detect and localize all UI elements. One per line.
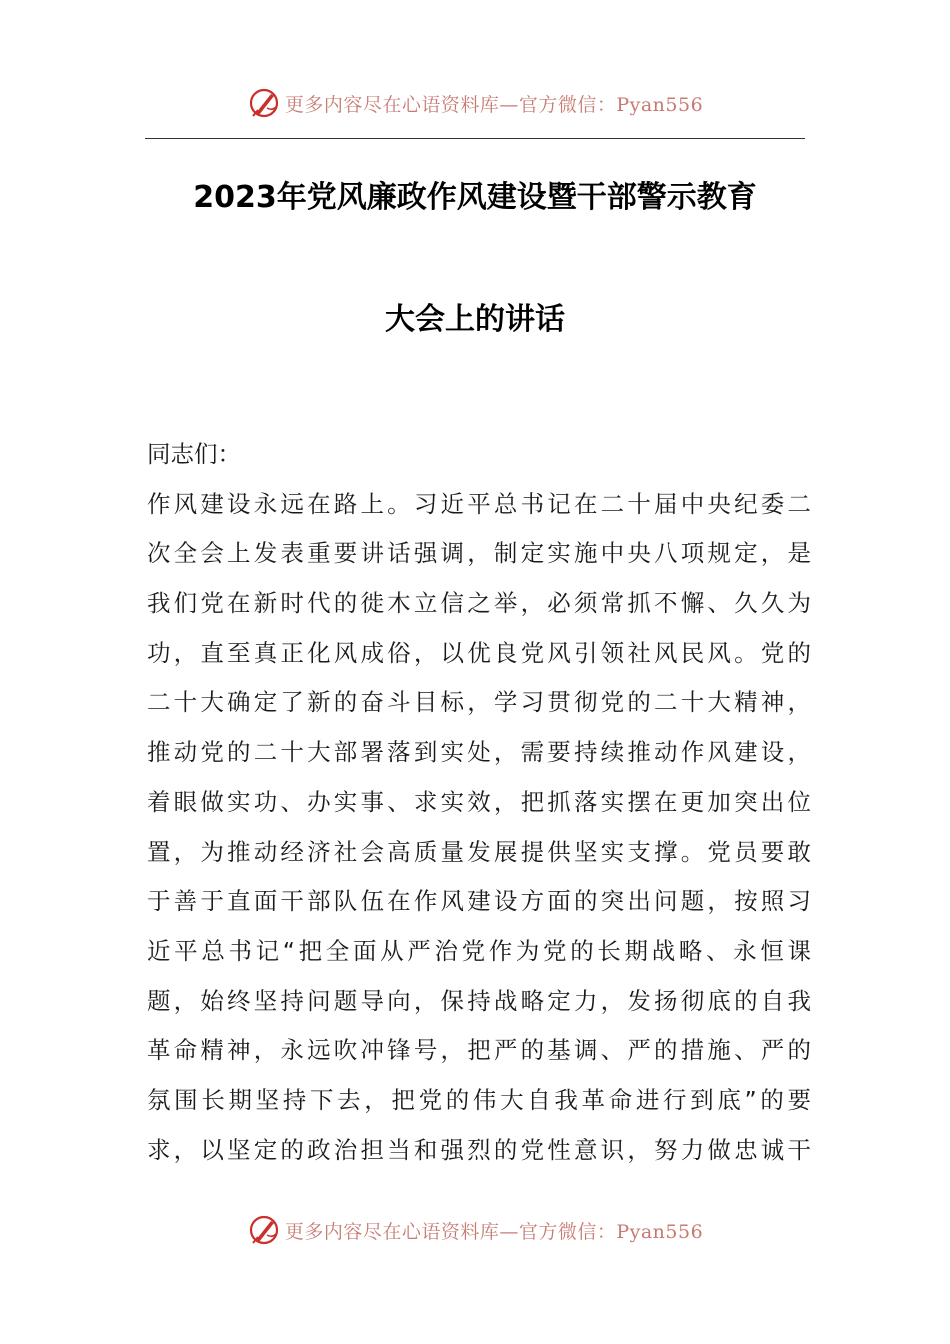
body-line: 着眼做实功、办实事、求实效，把抓落实摆在更加突出位 (147, 787, 811, 816)
body-line: 置，为推动经济社会高质量发展提供坚实支撑。党员要敢 (147, 837, 811, 866)
page-title-line-2: 大会上的讲话 (385, 302, 565, 337)
salutation: 同志们： (147, 440, 241, 468)
footer-banner-text: 更多内容尽在心语资料库—官方微信：Pyan556 (284, 1220, 704, 1243)
pen-logo-icon (247, 86, 281, 120)
body-line: 革命精神，永远吹冲锋号，把严的基调、严的措施、严的 (147, 1036, 811, 1065)
header-banner-text: 更多内容尽在心语资料库—官方微信：Pyan556 (284, 93, 704, 116)
body-line: 推动党的二十大部署落到实处，需要持续推动作风建设， (147, 738, 811, 767)
body-line: 氛围长期坚持下去，把党的伟大自我革命进行到底”的要 (147, 1085, 811, 1114)
body-line: 题，始终坚持问题导向，保持战略定力，发扬彻底的自我 (147, 986, 811, 1015)
body-line: 近平总书记“把全面从严治党作为党的长期战略、永恒课 (147, 936, 811, 965)
pen-logo-icon (247, 1213, 281, 1247)
body-line: 我们党在新时代的徙木立信之举，必须常抓不懈、久久为 (147, 589, 811, 618)
header-divider (145, 138, 805, 139)
body-line: 功，直至真正化风成俗，以优良党风引领社风民风。党的 (147, 638, 811, 667)
footer-banner (0, 1210, 950, 1250)
body-line: 求，以坚定的政治担当和强烈的党性意识，努力做忠诚干 (147, 1135, 811, 1164)
body-line: 作风建设永远在路上。习近平总书记在二十届中央纪委二 (147, 489, 811, 518)
header-banner (0, 83, 950, 123)
body-line: 于善于直面干部队伍在作风建设方面的突出问题，按照习 (147, 887, 811, 916)
speech-body (147, 430, 811, 1175)
body-line: 次全会上发表重要讲话强调，制定实施中央八项规定，是 (147, 539, 811, 568)
page-title-line-1: 2023年党风廉政作风建设暨干部警示教育 (193, 180, 757, 215)
body-line: 二十大确定了新的奋斗目标，学习贯彻党的二十大精神， (147, 688, 811, 717)
